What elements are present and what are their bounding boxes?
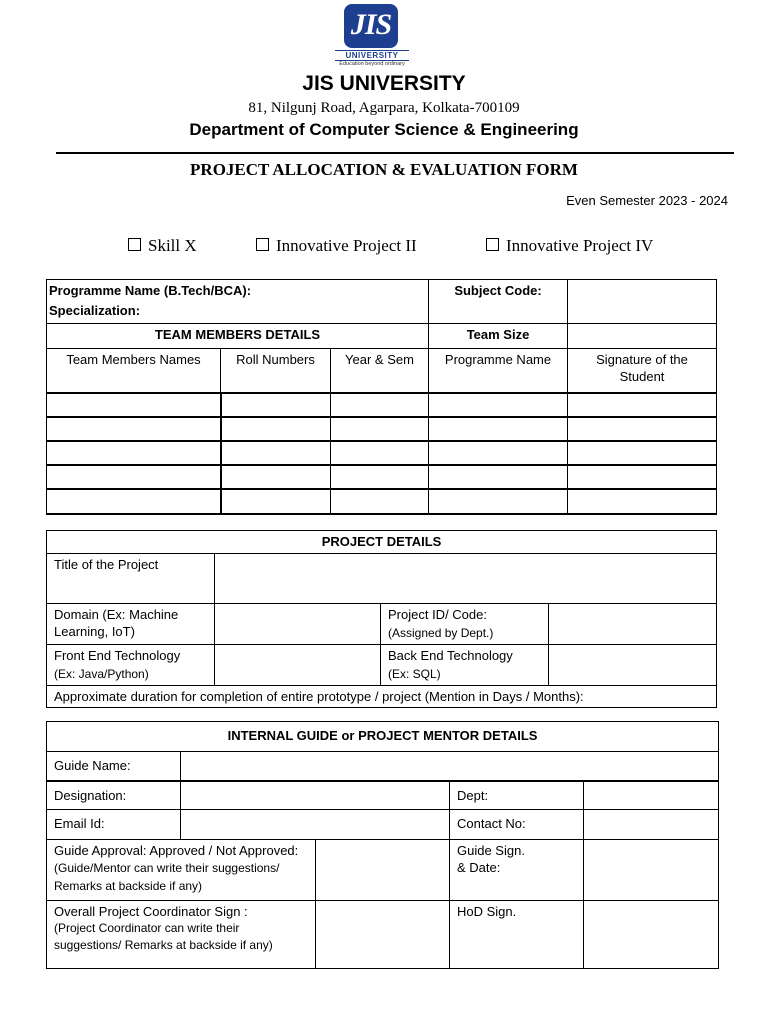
team-size-label: Team Size xyxy=(429,324,568,349)
project-title-input[interactable] xyxy=(215,554,717,604)
team-members-table xyxy=(46,279,717,515)
guide-date-label: & Date: xyxy=(457,860,501,875)
signature-cell[interactable] xyxy=(568,417,717,441)
option-innovative-project-ii[interactable] xyxy=(256,236,417,256)
roll-number-cell[interactable] xyxy=(221,417,331,441)
table-row xyxy=(47,489,717,514)
table-row xyxy=(47,441,717,465)
programme-cell[interactable] xyxy=(429,417,568,441)
signature-cell[interactable] xyxy=(568,489,717,514)
programme-cell[interactable] xyxy=(429,489,568,514)
year-sem-cell[interactable] xyxy=(331,465,429,489)
guide-sign-label-cell xyxy=(450,840,584,901)
roll-number-cell[interactable] xyxy=(221,441,331,465)
subject-code-input[interactable] xyxy=(568,280,717,324)
guide-approval-note: (Guide/Mentor can write their suggestions/ Remarks at backside if any) xyxy=(54,861,280,893)
member-name-cell[interactable] xyxy=(47,417,221,441)
table-row xyxy=(47,393,717,417)
header-divider xyxy=(56,152,734,154)
column-header: Signature of the Student xyxy=(568,349,717,393)
option-skill-x[interactable] xyxy=(128,236,197,256)
dept-label: Dept: xyxy=(450,781,584,810)
year-sem-cell[interactable] xyxy=(331,441,429,465)
back-end-label-cell xyxy=(381,645,549,686)
roll-number-cell[interactable] xyxy=(221,465,331,489)
designation-input[interactable] xyxy=(181,781,450,810)
year-sem-cell[interactable] xyxy=(331,417,429,441)
dept-input[interactable] xyxy=(584,781,719,810)
signature-cell[interactable] xyxy=(568,465,717,489)
team-members-header: TEAM MEMBERS DETAILS xyxy=(47,324,429,349)
checkbox[interactable] xyxy=(128,238,141,251)
back-end-label: Back End Technology xyxy=(388,648,513,663)
signature-cell[interactable] xyxy=(568,441,717,465)
option-label: Innovative Project II xyxy=(276,236,417,255)
programme-cell[interactable] xyxy=(429,441,568,465)
guide-approval-label: Guide Approval: Approved / Not Approved: xyxy=(54,843,299,858)
coordinator-sign-input[interactable] xyxy=(316,901,450,969)
guide-sign-input[interactable] xyxy=(584,840,719,901)
email-label: Email Id: xyxy=(47,810,181,840)
guide-name-label: Guide Name: xyxy=(47,752,181,781)
front-end-note: (Ex: Java/Python) xyxy=(54,667,149,681)
programme-name-label: Programme Name (B.Tech/BCA): xyxy=(49,283,252,298)
logo-badge xyxy=(344,4,398,48)
front-end-input[interactable] xyxy=(215,645,381,686)
project-id-label: Project ID/ Code: xyxy=(388,607,487,622)
department-name: Department of Computer Science & Engineering xyxy=(189,120,579,139)
table-row xyxy=(47,417,717,441)
back-end-note: (Ex: SQL) xyxy=(388,667,441,681)
project-id-input[interactable] xyxy=(549,604,717,645)
roll-number-cell[interactable] xyxy=(221,393,331,417)
option-label: Innovative Project IV xyxy=(506,236,654,255)
domain-input[interactable] xyxy=(215,604,381,645)
table-row xyxy=(47,465,717,489)
checkbox[interactable] xyxy=(256,238,269,251)
coordinator-label: Overall Project Coordinator Sign : xyxy=(54,904,248,919)
roll-number-cell[interactable] xyxy=(221,489,331,514)
programme-name-cell[interactable] xyxy=(47,280,429,324)
hod-sign-input[interactable] xyxy=(584,901,719,969)
team-size-input[interactable] xyxy=(568,324,717,349)
member-name-cell[interactable] xyxy=(47,393,221,417)
contact-label: Contact No: xyxy=(450,810,584,840)
project-title-label: Title of the Project xyxy=(47,554,215,604)
member-name-cell[interactable] xyxy=(47,441,221,465)
university-address: 81, Nilgunj Road, Agarpara, Kolkata-700109 xyxy=(248,100,520,116)
column-header: Year & Sem xyxy=(331,349,429,393)
signature-cell[interactable] xyxy=(568,393,717,417)
checkbox[interactable] xyxy=(486,238,499,251)
domain-label-text: Domain (Ex: Machine Learning, IoT) xyxy=(54,607,179,639)
hod-sign-label: HoD Sign. xyxy=(450,901,584,969)
coordinator-note: (Project Coordinator can write their suggestions/ Remarks at backside if any) xyxy=(54,921,273,952)
column-header: Team Members Names xyxy=(47,349,221,393)
member-name-cell[interactable] xyxy=(47,465,221,489)
semester-label: Even Semester 2023 - 2024 xyxy=(566,193,728,208)
front-end-label-cell xyxy=(47,645,215,686)
guide-mentor-table xyxy=(46,721,719,969)
member-name-cell[interactable] xyxy=(47,489,221,514)
project-details-header: PROJECT DETAILS xyxy=(47,531,717,554)
subject-code-label: Subject Code: xyxy=(429,280,568,324)
designation-label: Designation: xyxy=(47,781,181,810)
column-header: Programme Name xyxy=(429,349,568,393)
domain-label xyxy=(47,604,215,645)
specialization-label: Specialization: xyxy=(49,303,141,318)
logo-university-text: UNIVERSITY xyxy=(335,50,409,61)
front-end-label: Front End Technology xyxy=(54,648,181,663)
guide-details-header: INTERNAL GUIDE or PROJECT MENTOR DETAILS xyxy=(47,722,719,752)
guide-sign-label: Guide Sign. xyxy=(457,843,525,858)
back-end-input[interactable] xyxy=(549,645,717,686)
programme-cell[interactable] xyxy=(429,465,568,489)
project-id-note: (Assigned by Dept.) xyxy=(388,626,494,640)
option-innovative-project-iv[interactable] xyxy=(486,236,653,256)
project-id-label-cell xyxy=(381,604,549,645)
coordinator-cell xyxy=(47,901,316,969)
project-details-table xyxy=(46,530,717,708)
column-header: Roll Numbers xyxy=(221,349,331,393)
guide-approval-cell xyxy=(47,840,316,901)
duration-label[interactable]: Approximate duration for completion of entire prototype / project (Mention in Days / Months): xyxy=(47,686,717,708)
guide-name-input[interactable] xyxy=(181,752,719,781)
university-logo xyxy=(331,4,413,68)
year-sem-cell[interactable] xyxy=(331,489,429,514)
form-title: PROJECT ALLOCATION & EVALUATION FORM xyxy=(190,160,578,179)
contact-input[interactable] xyxy=(584,810,719,840)
year-sem-cell[interactable] xyxy=(331,393,429,417)
option-label: Skill X xyxy=(148,236,197,255)
guide-approval-input[interactable] xyxy=(316,840,450,901)
logo-tagline: Education beyond ordinary xyxy=(339,61,405,67)
email-input[interactable] xyxy=(181,810,450,840)
programme-cell[interactable] xyxy=(429,393,568,417)
university-name: JIS UNIVERSITY xyxy=(302,72,466,95)
logo-glyph: JIS xyxy=(350,8,392,41)
